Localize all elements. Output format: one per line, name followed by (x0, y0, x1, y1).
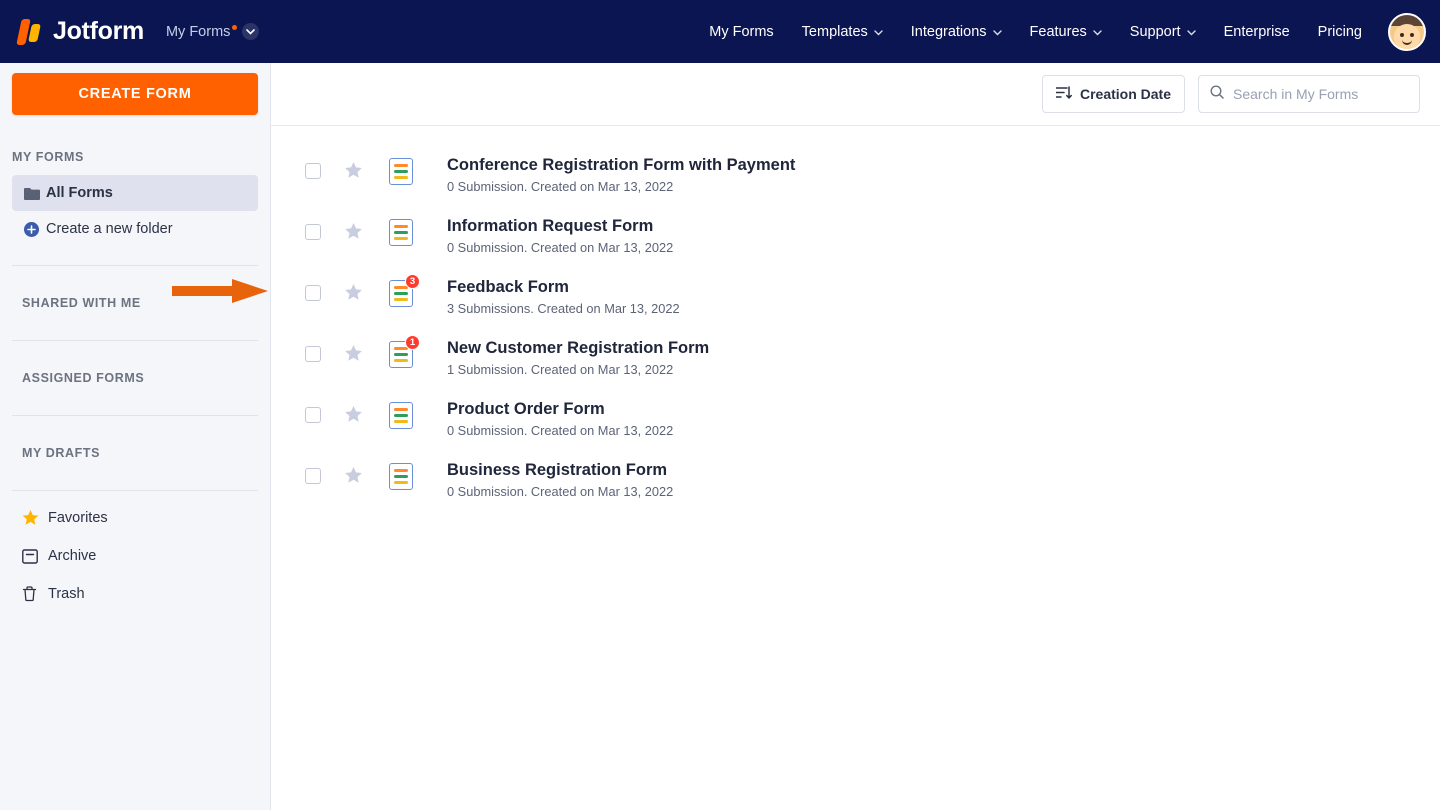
favorite-star-icon[interactable] (344, 344, 363, 367)
main-content (271, 63, 1440, 810)
create-form-button[interactable]: CREATE FORM (12, 73, 258, 115)
sidebar-section-my-forms: MY FORMS (12, 150, 84, 164)
form-meta: 0 Submission. Created on Mar 13, 2022 (447, 179, 674, 194)
sidebar-item-label: Trash (48, 586, 85, 602)
nav-item-label: Pricing (1317, 23, 1362, 40)
sidebar-section-assigned-forms: ASSIGNED FORMS (22, 371, 145, 385)
favorite-star-icon[interactable] (344, 405, 363, 428)
form-info (447, 331, 709, 377)
table-row[interactable] (271, 148, 1440, 209)
form-meta: 0 Submission. Created on Mar 13, 2022 (447, 484, 674, 499)
list-toolbar (271, 63, 1440, 126)
star-icon (22, 510, 48, 526)
folder-icon (24, 187, 46, 200)
plus-circle-icon (24, 222, 46, 237)
chevron-down-icon (1093, 24, 1102, 40)
form-meta: 0 Submission. Created on Mar 13, 2022 (447, 240, 674, 255)
search-input[interactable] (1233, 86, 1408, 102)
sort-button-label: Creation Date (1079, 86, 1171, 102)
favorite-star-icon[interactable] (344, 222, 363, 245)
nav-item-label: Support (1129, 23, 1181, 40)
submission-count-badge: 1 (405, 335, 420, 350)
sidebar-item-favorites[interactable] (0, 499, 270, 537)
row-checkbox[interactable] (305, 163, 321, 179)
nav-item-label: My Forms (709, 23, 774, 40)
workspace-notification-dot (232, 25, 237, 30)
favorite-star-icon[interactable] (344, 283, 363, 306)
form-info (447, 209, 673, 255)
sidebar-divider (12, 415, 258, 416)
chevron-down-icon (1187, 24, 1196, 40)
table-row[interactable] (271, 270, 1440, 331)
sidebar-divider (12, 265, 258, 266)
sidebar-item-create-folder[interactable] (12, 211, 258, 247)
form-document-icon (389, 219, 413, 246)
chevron-down-icon[interactable] (242, 23, 259, 40)
nav-item-enterprise[interactable] (1210, 0, 1304, 63)
nav-item-my-forms[interactable] (695, 0, 787, 63)
form-meta: 1 Submission. Created on Mar 13, 2022 (447, 362, 674, 377)
form-document-icon (389, 276, 416, 307)
table-row[interactable] (271, 453, 1440, 514)
sidebar-item-label: All Forms (46, 185, 113, 201)
sort-button[interactable] (1042, 75, 1185, 113)
nav-item-label: Features (1029, 23, 1087, 40)
row-checkbox[interactable] (305, 224, 321, 240)
favorite-star-icon[interactable] (344, 466, 363, 489)
favorite-star-icon[interactable] (344, 161, 363, 184)
search-icon (1210, 85, 1224, 104)
sidebar-section-my-drafts: MY DRAFTS (22, 446, 101, 460)
sidebar (0, 63, 271, 810)
form-meta: 0 Submission. Created on Mar 13, 2022 (447, 423, 674, 438)
workspace-label: My Forms (165, 23, 231, 40)
form-title[interactable]: Information Request Form (447, 217, 654, 235)
table-row[interactable] (271, 331, 1440, 392)
row-checkbox[interactable] (305, 407, 321, 423)
nav-item-integrations[interactable] (897, 0, 1016, 63)
form-info (447, 392, 673, 438)
row-checkbox[interactable] (305, 346, 321, 362)
jotform-logo-icon (18, 18, 44, 46)
form-title[interactable]: Product Order Form (447, 400, 605, 418)
sidebar-item-all-forms[interactable] (12, 175, 258, 211)
nav-item-label: Enterprise (1223, 23, 1290, 40)
top-navigation-bar (0, 0, 1440, 63)
sidebar-section-shared-with-me: SHARED WITH ME (22, 296, 141, 310)
sidebar-item-archive[interactable] (0, 537, 270, 575)
form-meta: 3 Submissions. Created on Mar 13, 2022 (447, 301, 680, 316)
trash-icon (22, 586, 48, 602)
form-info (447, 270, 680, 316)
table-row[interactable] (271, 392, 1440, 453)
sidebar-item-label: Archive (48, 548, 97, 564)
form-title[interactable]: Business Registration Form (447, 461, 668, 479)
sort-icon (1056, 86, 1072, 103)
sidebar-item-label: Favorites (48, 510, 108, 526)
form-document-icon (389, 463, 413, 490)
table-row[interactable] (271, 209, 1440, 270)
nav-item-label: Integrations (910, 23, 987, 40)
search-box[interactable] (1198, 75, 1420, 113)
sidebar-divider (12, 490, 258, 491)
nav-item-label: Templates (801, 23, 868, 40)
form-info (447, 148, 795, 194)
form-document-icon (389, 402, 413, 429)
nav-item-templates[interactable] (788, 0, 897, 63)
form-document-icon (389, 158, 413, 185)
form-title[interactable]: Conference Registration Form with Payment (447, 156, 796, 174)
row-checkbox[interactable] (305, 285, 321, 301)
row-checkbox[interactable] (305, 468, 321, 484)
sidebar-divider (12, 340, 258, 341)
sidebar-item-trash[interactable] (0, 575, 270, 613)
archive-icon (22, 549, 48, 564)
workspace-switcher[interactable] (166, 23, 259, 40)
form-title[interactable]: Feedback Form (447, 278, 569, 296)
nav-item-pricing[interactable] (1304, 0, 1376, 63)
forms-list (271, 126, 1440, 514)
nav-item-support[interactable] (1116, 0, 1210, 63)
form-title[interactable]: New Customer Registration Form (447, 339, 710, 357)
nav-links (695, 0, 1440, 63)
sidebar-item-label: Create a new folder (46, 221, 173, 237)
jotform-logo[interactable] (18, 17, 144, 46)
form-document-icon (389, 337, 416, 368)
chevron-down-icon (874, 24, 883, 40)
submission-count-badge: 3 (405, 274, 420, 289)
jotform-logo-text: Jotform (53, 17, 144, 45)
chevron-down-icon (993, 24, 1002, 40)
nav-item-features[interactable] (1016, 0, 1116, 63)
form-info (447, 453, 673, 499)
avatar[interactable] (1388, 13, 1426, 51)
